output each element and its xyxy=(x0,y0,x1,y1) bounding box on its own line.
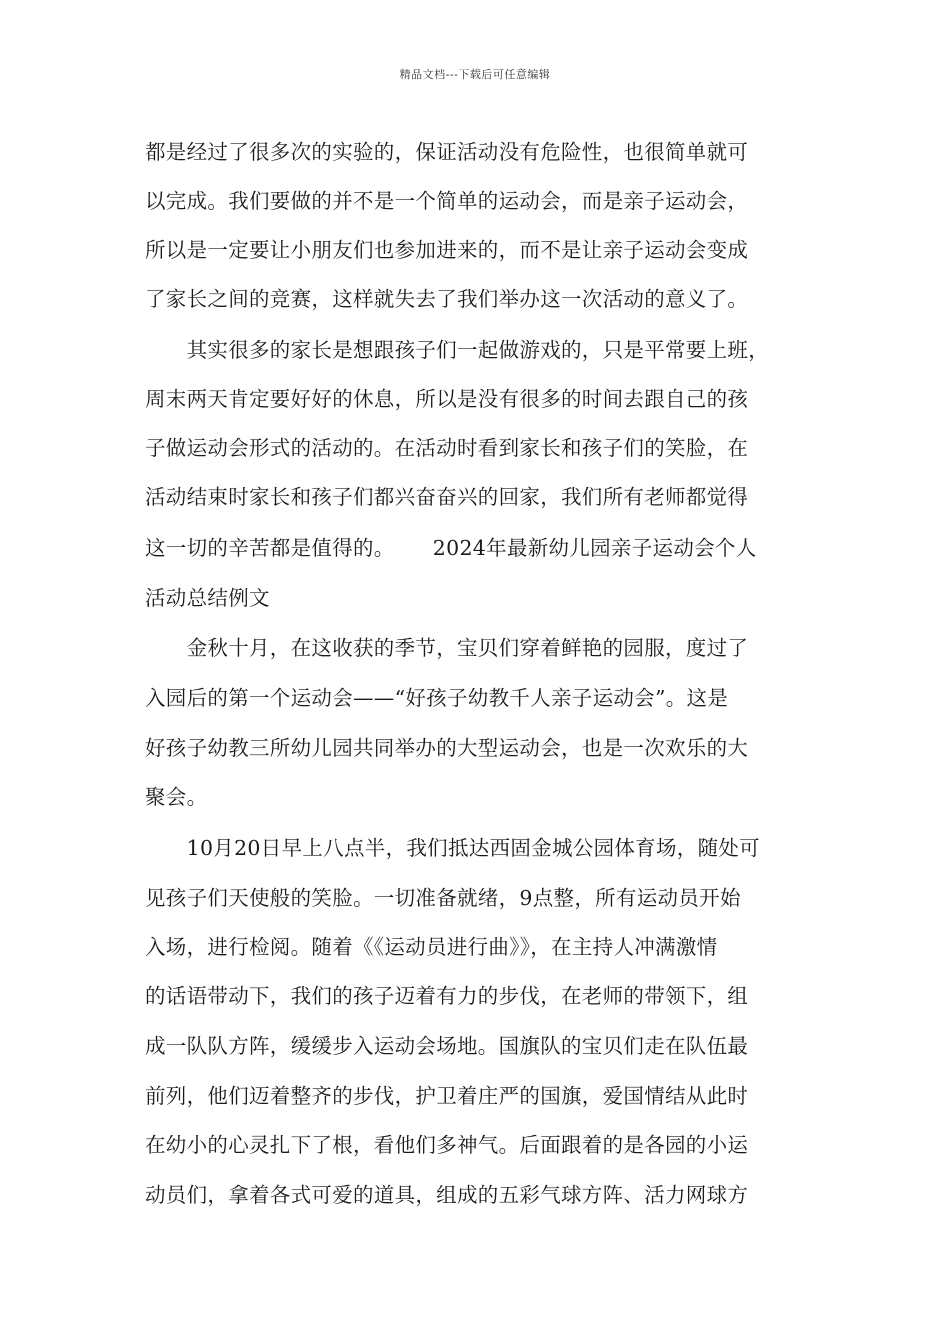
text-line: 其实很多的家长是想跟孩子们一起做游戏的，只是平常要上班， xyxy=(145,338,769,362)
text-line: 以完成。我们要做的并不是一个简单的运动会，而是亲子运动会， xyxy=(145,189,749,213)
text-line: 的话语带动下，我们的孩子迈着有力的步伐，在老师的带领下，组 xyxy=(145,984,749,1008)
text-line: 聚会。 xyxy=(145,785,208,809)
text-line: 在幼小的心灵扎下了根，看他们多神气。后面跟着的是各园的小运 xyxy=(145,1133,749,1157)
text-line: 子做运动会形式的活动的。在活动时看到家长和孩子们的笑脸，在 xyxy=(145,436,749,460)
text-line: 活动总结例文 xyxy=(145,586,270,610)
page-header: 精品文档---下载后可任意编辑 xyxy=(399,68,551,81)
text-line: 动员们，拿着各式可爱的道具，组成的五彩气球方阵、活力网球方 xyxy=(145,1183,749,1207)
text-line: 好孩子幼教三所幼儿园共同举办的大型运动会，也是一次欢乐的大 xyxy=(145,736,749,760)
text-line: 入园后的第一个运动会——“好孩子幼教千人亲子运动会”。这是 xyxy=(145,686,729,710)
text-line: 成一队队方阵，缓缓步入运动会场地。国旗队的宝贝们走在队伍最 xyxy=(145,1034,749,1058)
text-line: 活动结束时家长和孩子们都兴奋奋兴的回家，我们所有老师都觉得 xyxy=(145,485,749,509)
text-line: 入场，进行检阅。随着《《运动员进行曲》》，在主持人冲满激情 xyxy=(145,935,718,959)
text-line: 了家长之间的竞赛，这样就失去了我们举办这一次活动的意义了。 xyxy=(145,287,749,311)
text-line: 都是经过了很多次的实验的，保证活动没有危险性，也很简单就可 xyxy=(145,140,749,164)
text-line: 10月20日早上八点半，我们抵达西固金城公园体育场，随处可 xyxy=(145,836,760,860)
text-line: 见孩子们天使般的笑脸。一切准备就绪，9点整，所有运动员开始 xyxy=(145,886,741,910)
text-line: 周末两天肯定要好好的休息，所以是没有很多的时间去跟自己的孩 xyxy=(145,387,749,411)
text-line: 前列，他们迈着整齐的步伐，护卫着庄严的国旗，爱国情结从此时 xyxy=(145,1084,749,1108)
text-line: 金秋十月，在这收获的季节，宝贝们穿着鲜艳的园服，度过了 xyxy=(145,636,749,660)
text-line: 所以是一定要让小朋友们也参加进来的，而不是让亲子运动会变成 xyxy=(145,238,749,262)
text-line: 这一切的辛苦都是值得的。 2024年最新幼儿园亲子运动会个人 xyxy=(145,536,757,560)
